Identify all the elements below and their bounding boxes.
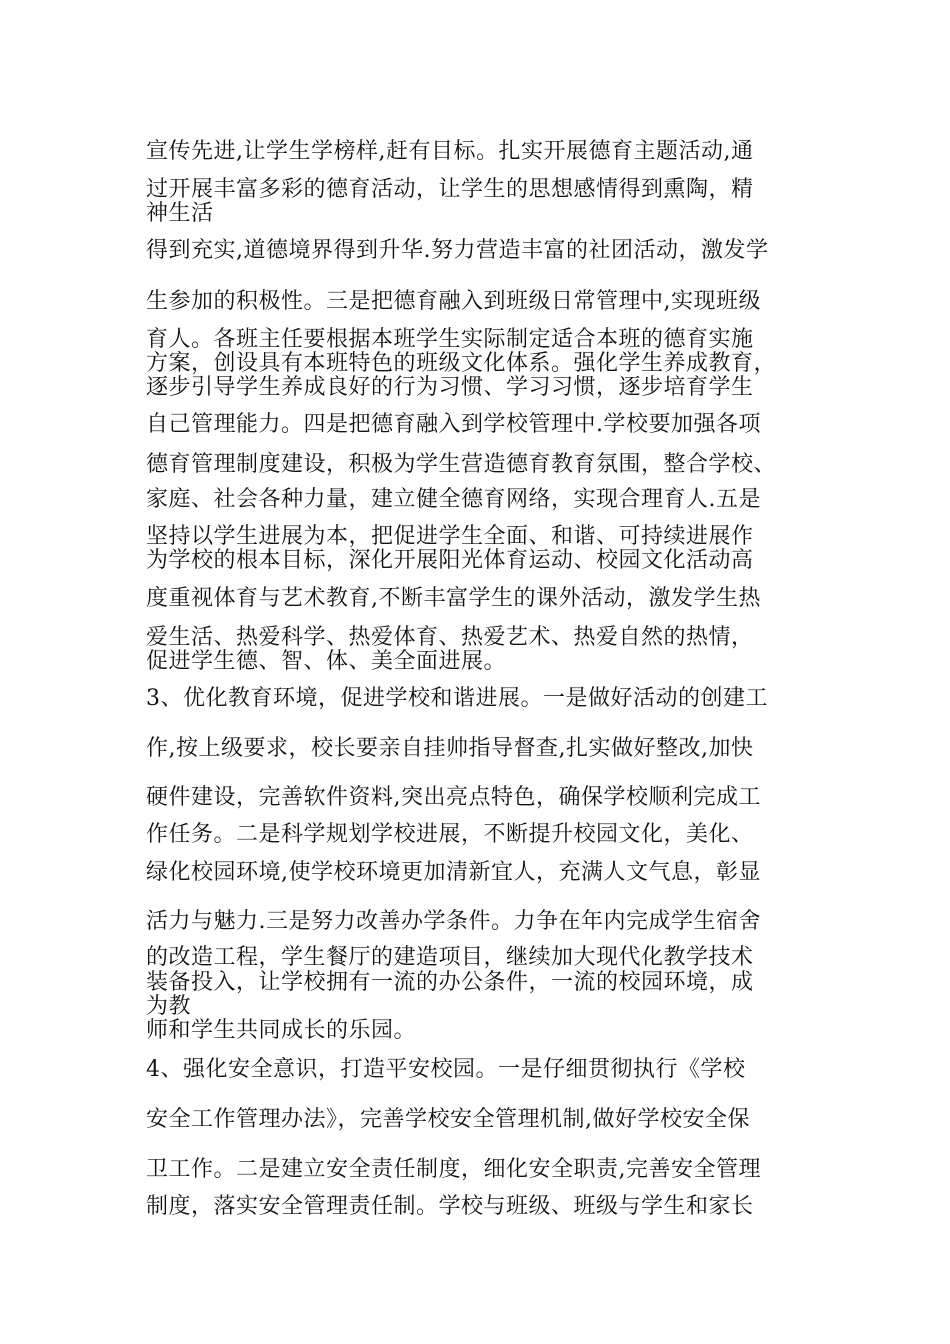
text-line: 装备投入，让学校拥有一流的办公条件，一流的校园环境，成 xyxy=(146,970,754,995)
text-line: 师和学生共同成长的乐园。 xyxy=(146,1018,417,1043)
text-line: 宣传先进,让学生学榜样,赶有目标。扎实开展德育主题活动,通 xyxy=(146,139,754,164)
text-line: 得到充实,道德境界得到升华.努力营造丰富的社团活动，激发学 xyxy=(146,238,769,263)
text-line: 为学校的根本目标，深化开展阳光体育运动、校园文化活动高 xyxy=(146,548,754,573)
text-line: 神生活 xyxy=(146,201,214,226)
text-line: 活力与魅力.三是努力改善办学条件。力争在年内完成学生宿舍 xyxy=(146,909,761,934)
text-line: 生参加的积极性。三是把德育融入到班级日常管理中,实现班级 xyxy=(146,289,761,314)
text-line: 安全工作管理办法》，完善学校安全管理机制,做好学校安全保 xyxy=(146,1107,750,1132)
text-line: 家庭、社会各种力量，建立健全德育网络，实现合理育人.五是 xyxy=(146,487,761,512)
text-line: 德育管理制度建设，积极为学生营造德育教育氛围，整合学校、 xyxy=(146,452,777,477)
text-line: 作,按上级要求，校长要亲自挂帅指导督查,扎实做好整改,加快 xyxy=(146,736,754,761)
text-line: 卫工作。二是建立安全责任制度，细化安全职责,完善安全管理 xyxy=(146,1157,761,1182)
text-line: 为教 xyxy=(146,994,192,1019)
text-line: 自己管理能力。四是把德育融入到学校管理中.学校要加强各项 xyxy=(146,412,761,437)
text-line: 促进学生德、智、体、美全面进展。 xyxy=(146,649,507,674)
text-line: 3、优化教育环境，促进学校和谐进展。一是做好活动的创建工 xyxy=(146,686,768,711)
text-line: 的改造工程，学生餐厅的建造项目，继续加大现代化教学技术 xyxy=(146,945,754,970)
text-line: 育人。各班主任要根据本班学生实际制定适合本班的德育实施 xyxy=(146,327,754,352)
text-line: 逐步引导学生养成良好的行为习惯、学习习惯，逐步培育学生 xyxy=(146,375,754,400)
text-line: 坚持以学生进展为本，把促进学生全面、和谐、可持续进展作 xyxy=(146,524,754,549)
text-line: 硬件建设，完善软件资料,突出亮点特色，确保学校顺利完成工 xyxy=(146,785,761,810)
text-line: 方案，创设具有本班特色的班级文化体系。强化学生养成教育， xyxy=(146,351,777,376)
text-line: 过开展丰富多彩的德育活动，让学生的思想感情得到熏陶，精 xyxy=(146,177,754,202)
text-line: 度重视体育与艺术教育,不断丰富学生的课外活动，激发学生热 xyxy=(146,586,761,611)
text-line: 制度，落实安全管理责任制。学校与班级、班级与学生和家长 xyxy=(146,1194,754,1219)
text-line: 4、强化安全意识，打造平安校园。一是仔细贯彻执行《学校 xyxy=(146,1057,746,1082)
text-line: 爱生活、热爱科学、热爱体育、热爱艺术、热爱自然的热情， xyxy=(146,625,754,650)
text-line: 作任务。二是科学规划学校进展，不断提升校园文化，美化、 xyxy=(146,822,754,847)
text-line: 绿化校园环境,使学校环境更加清新宜人，充满人文气息，彰显 xyxy=(146,860,761,885)
